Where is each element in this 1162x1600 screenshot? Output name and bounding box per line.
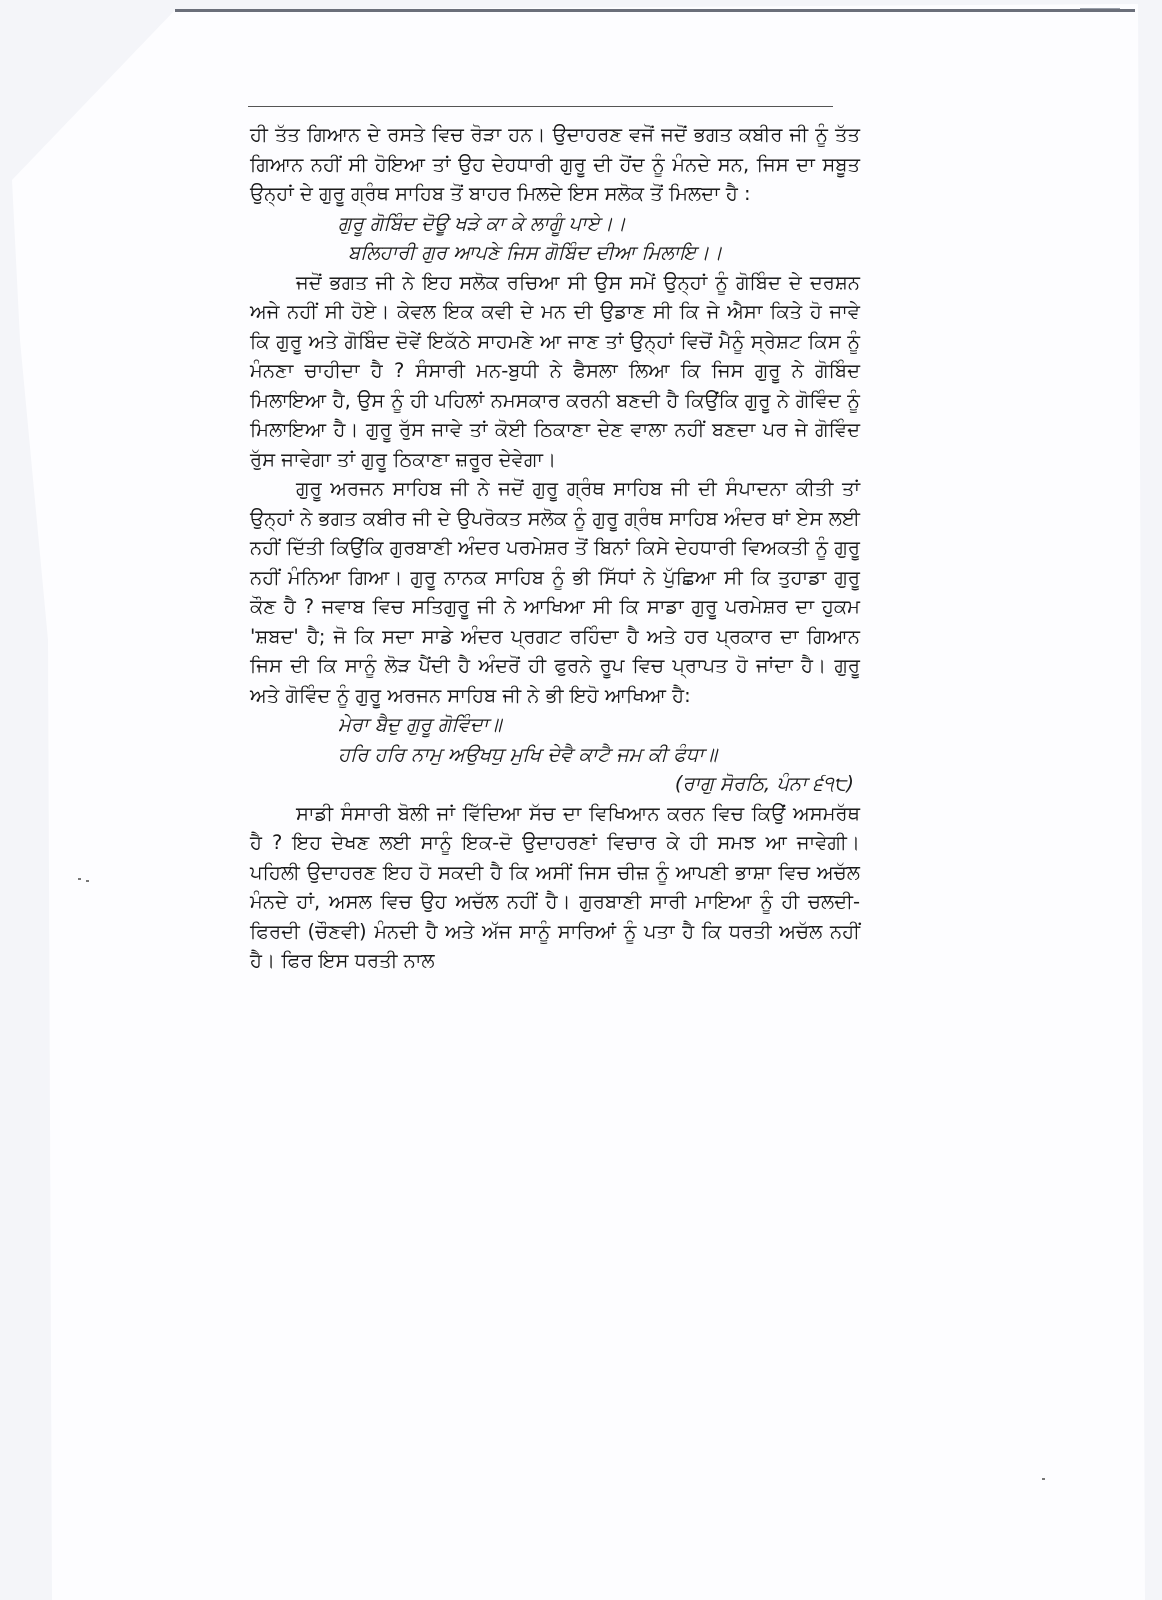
scan-speck <box>78 878 81 880</box>
verse-1-line-2: ਬਲਿਹਾਰੀ ਗੁਰ ਆਪਣੇ ਜਿਸ ਗੋਬਿੰਦ ਦੀਆ ਮਿਲਾਇ।। <box>348 241 723 264</box>
corner-mark <box>1080 8 1120 9</box>
paragraph-3: ਗੁਰੂ ਅਰਜਨ ਸਾਹਿਬ ਜੀ ਨੇ ਜਦੋਂ ਗੁਰੂ ਗ੍ਰੰਥ ਸਾਹਿਬ ਜੀ ਦੀ ਸੰਪਾਦਨਾ ਕੀਤੀ ਤਾਂ ਉਨ੍ਹਾਂ ਨੇ ਭਗਤ ਕਬੀਰ ਜੀ ਦੇ ਉਪਰੋਕਤ ਸਲੋਕ ਨੂੰ ਗੁਰੂ ਗ੍ਰੰਥ ਸਾਹਿਬ ਅੰਦਰ ਥਾਂ ਏਸ ਲਈ ਨਹੀਂ ਦਿੱਤੀ ਕਿਉਂਕਿ ਗੁਰਬਾਣੀ ਅੰਦਰ ਪਰਮੇਸ਼ਰ ਤੋਂ ਬਿਨਾਂ ਕਿਸੇ ਦੇਹਧਾਰੀ ਵਿਅਕਤੀ ਨੂੰ ਗੁਰੂ ਨਹੀਂ ਮੰਨਿਆ ਗਿਆ। ਗੁਰੂ ਨਾਨਕ ਸਾਹਿਬ ਨੂੰ ਭੀ ਸਿੱਧਾਂ ਨੇ ਪੁੱਛਿਆ ਸੀ ਕਿ ਤੁਹਾਡਾ ਗੁਰੂ ਕੌਣ ਹੈ ? ਜਵਾਬ ਵਿਚ ਸਤਿਗੁਰੂ ਜੀ ਨੇ ਆਖਿਆ ਸੀ ਕਿ ਸਾਡਾ ਗੁਰੂ ਪਰਮੇਸ਼ਰ ਦਾ ਹੁਕਮ 'ਸ਼ਬਦ' ਹੈ; ਜੋ ਕਿ ਸਦਾ ਸਾਡੇ ਅੰਦਰ ਪ੍ਰਗਟ ਰਹਿੰਦਾ ਹੈ ਅਤੇ ਹਰ ਪ੍ਰਕਾਰ ਦਾ ਗਿਆਨ ਜਿਸ ਦੀ ਕਿ ਸਾਨੂੰ ਲੋੜ ਪੈਂਦੀ ਹੈ ਅੰਦਰੋਂ ਹੀ ਫੁਰਨੇ ਰੂਪ ਵਿਚ ਪ੍ਰਾਪਤ ਹੋ ਜਾਂਦਾ ਹੈ। ਗੁਰੂ ਅਤੇ ਗੋਵਿੰਦ ਨੂੰ ਗੁਰੂ ਅਰਜਨ ਸਾਹਿਬ ਜੀ ਨੇ ਭੀ ਇਹੋ ਆਖਿਆ ਹੈ: <box>250 477 860 707</box>
scan-speck <box>86 880 89 882</box>
verse-2-line-2: ਹਰਿ ਹਰਿ ਨਾਮੁ ਅਉਖਧੁ ਮੁਖਿ ਦੇਵੈ ਕਾਟੈ ਜਮ ਕੀ ਫੰਧਾ॥ <box>338 742 718 766</box>
scan-speck <box>1042 1478 1045 1480</box>
verse-citation: (ਰਾਗੁ ਸੋਰਠਿ, ਪੰਨਾ ੬੧੮) <box>674 772 854 795</box>
header-rule <box>248 106 833 107</box>
sheet-top-edge <box>175 9 1135 12</box>
paragraph-1: ਹੀ ਤੱਤ ਗਿਆਨ ਦੇ ਰਸਤੇ ਵਿਚ ਰੋੜਾ ਹਨ। ਉਦਾਹਰਣ ਵਜੋਂ ਜਦੋਂ ਭਗਤ ਕਬੀਰ ਜੀ ਨੂੰ ਤੱਤ ਗਿਆਨ ਨਹੀਂ ਸੀ ਹੋਇਆ ਤਾਂ ਉਹ ਦੇਹਧਾਰੀ ਗੁਰੂ ਦੀ ਹੋਂਦ ਨੂੰ ਮੰਨਦੇ ਸਨ, ਜਿਸ ਦਾ ਸਬੂਤ ਉਨ੍ਹਾਂ ਦੇ ਗੁਰੂ ਗ੍ਰੰਥ ਸਾਹਿਬ ਤੋਂ ਬਾਹਰ ਮਿਲਦੇ ਇਸ ਸਲੋਕ ਤੋਂ ਮਿਲਦਾ ਹੈ : <box>250 123 860 205</box>
page-body <box>250 120 860 976</box>
verse-1-line-1: ਗੁਰੂ ਗੋਬਿੰਦ ਦੋਊ ਖੜੇ ਕਾ ਕੇ ਲਾਗੂੰ ਪਾਏ।। <box>338 211 626 235</box>
verse-2-line-1: ਮੇਰਾ ਬੈਦੁ ਗੁਰੂ ਗੋਵਿੰਦਾ॥ <box>338 713 502 736</box>
paragraph-2: ਜਦੋਂ ਭਗਤ ਜੀ ਨੇ ਇਹ ਸਲੋਕ ਰਚਿਆ ਸੀ ਉਸ ਸਮੇਂ ਉਨ੍ਹਾਂ ਨੂੰ ਗੋਬਿੰਦ ਦੇ ਦਰਸ਼ਨ ਅਜੇ ਨਹੀਂ ਸੀ ਹੋਏ। ਕੇਵਲ ਇਕ ਕਵੀ ਦੇ ਮਨ ਦੀ ਉਡਾਣ ਸੀ ਕਿ ਜੇ ਐਸਾ ਕਿਤੇ ਹੋ ਜਾਵੇ ਕਿ ਗੁਰੂ ਅਤੇ ਗੋਬਿੰਦ ਦੋਵੇਂ ਇਕੱਠੇ ਸਾਹਮਣੇ ਆ ਜਾਣ ਤਾਂ ਉਨ੍ਹਾਂ ਵਿਚੋਂ ਮੈਨੂੰ ਸ੍ਰੇਸ਼ਟ ਕਿਸ ਨੂੰ ਮੰਨਣਾ ਚਾਹੀਦਾ ਹੈ ? ਸੰਸਾਰੀ ਮਨ-ਬੁਧੀ ਨੇ ਫੈਸਲਾ ਲਿਆ ਕਿ ਜਿਸ ਗੁਰੂ ਨੇ ਗੋਬਿੰਦ ਮਿਲਾਇਆ ਹੈ, ਉਸ ਨੂੰ ਹੀ ਪਹਿਲਾਂ ਨਮਸਕਾਰ ਕਰਨੀ ਬਣਦੀ ਹੈ ਕਿਉਂਕਿ ਗੁਰੂ ਨੇ ਗੋਵਿੰਦ ਨੂੰ ਮਿਲਾਇਆ ਹੈ। ਗੁਰੂ ਰੁੱਸ ਜਾਵੇ ਤਾਂ ਕੋਈ ਠਿਕਾਣਾ ਦੇਣ ਵਾਲਾ ਨਹੀਂ ਬਣਦਾ ਪਰ ਜੇ ਗੋਵਿੰਦ ਰੁੱਸ ਜਾਵੇਗਾ ਤਾਂ ਗੁਰੂ ਠਿਕਾਣਾ ਜ਼ਰੂਰ ਦੇਵੇਗਾ। <box>250 270 860 471</box>
paragraph-4: ਸਾਡੀ ਸੰਸਾਰੀ ਬੋਲੀ ਜਾਂ ਵਿੱਦਿਆ ਸੱਚ ਦਾ ਵਿਖਿਆਨ ਕਰਨ ਵਿਚ ਕਿਉਂ ਅਸਮਰੱਥ ਹੈ ? ਇਹ ਦੇਖਣ ਲਈ ਸਾਨੂੰ ਇਕ-ਦੋ ਉਦਾਹਰਣਾਂ ਵਿਚਾਰ ਕੇ ਹੀ ਸਮਝ ਆ ਜਾਵੇਗੀ। ਪਹਿਲੀ ਉਦਾਹਰਣ ਇਹ ਹੋ ਸਕਦੀ ਹੈ ਕਿ ਅਸੀਂ ਜਿਸ ਚੀਜ਼ ਨੂੰ ਆਪਣੀ ਭਾਸ਼ਾ ਵਿਚ ਅਚੱਲ ਮੰਨਦੇ ਹਾਂ, ਅਸਲ ਵਿਚ ਉਹ ਅਚੱਲ ਨਹੀਂ ਹੈ। ਗੁਰਬਾਣੀ ਸਾਰੀ ਮਾਇਆ ਨੂੰ ਹੀ ਚਲਦੀ-ਫਿਰਦੀ (ਚੌਣਵੀ) ਮੰਨਦੀ ਹੈ ਅਤੇ ਅੱਜ ਸਾਨੂੰ ਸਾਰਿਆਂ ਨੂੰ ਪਤਾ ਹੈ ਕਿ ਧਰਤੀ ਅਚੱਲ ਨਹੀਂ ਹੈ। ਫਿਰ ਇਸ ਧਰਤੀ ਨਾਲ <box>250 801 860 972</box>
